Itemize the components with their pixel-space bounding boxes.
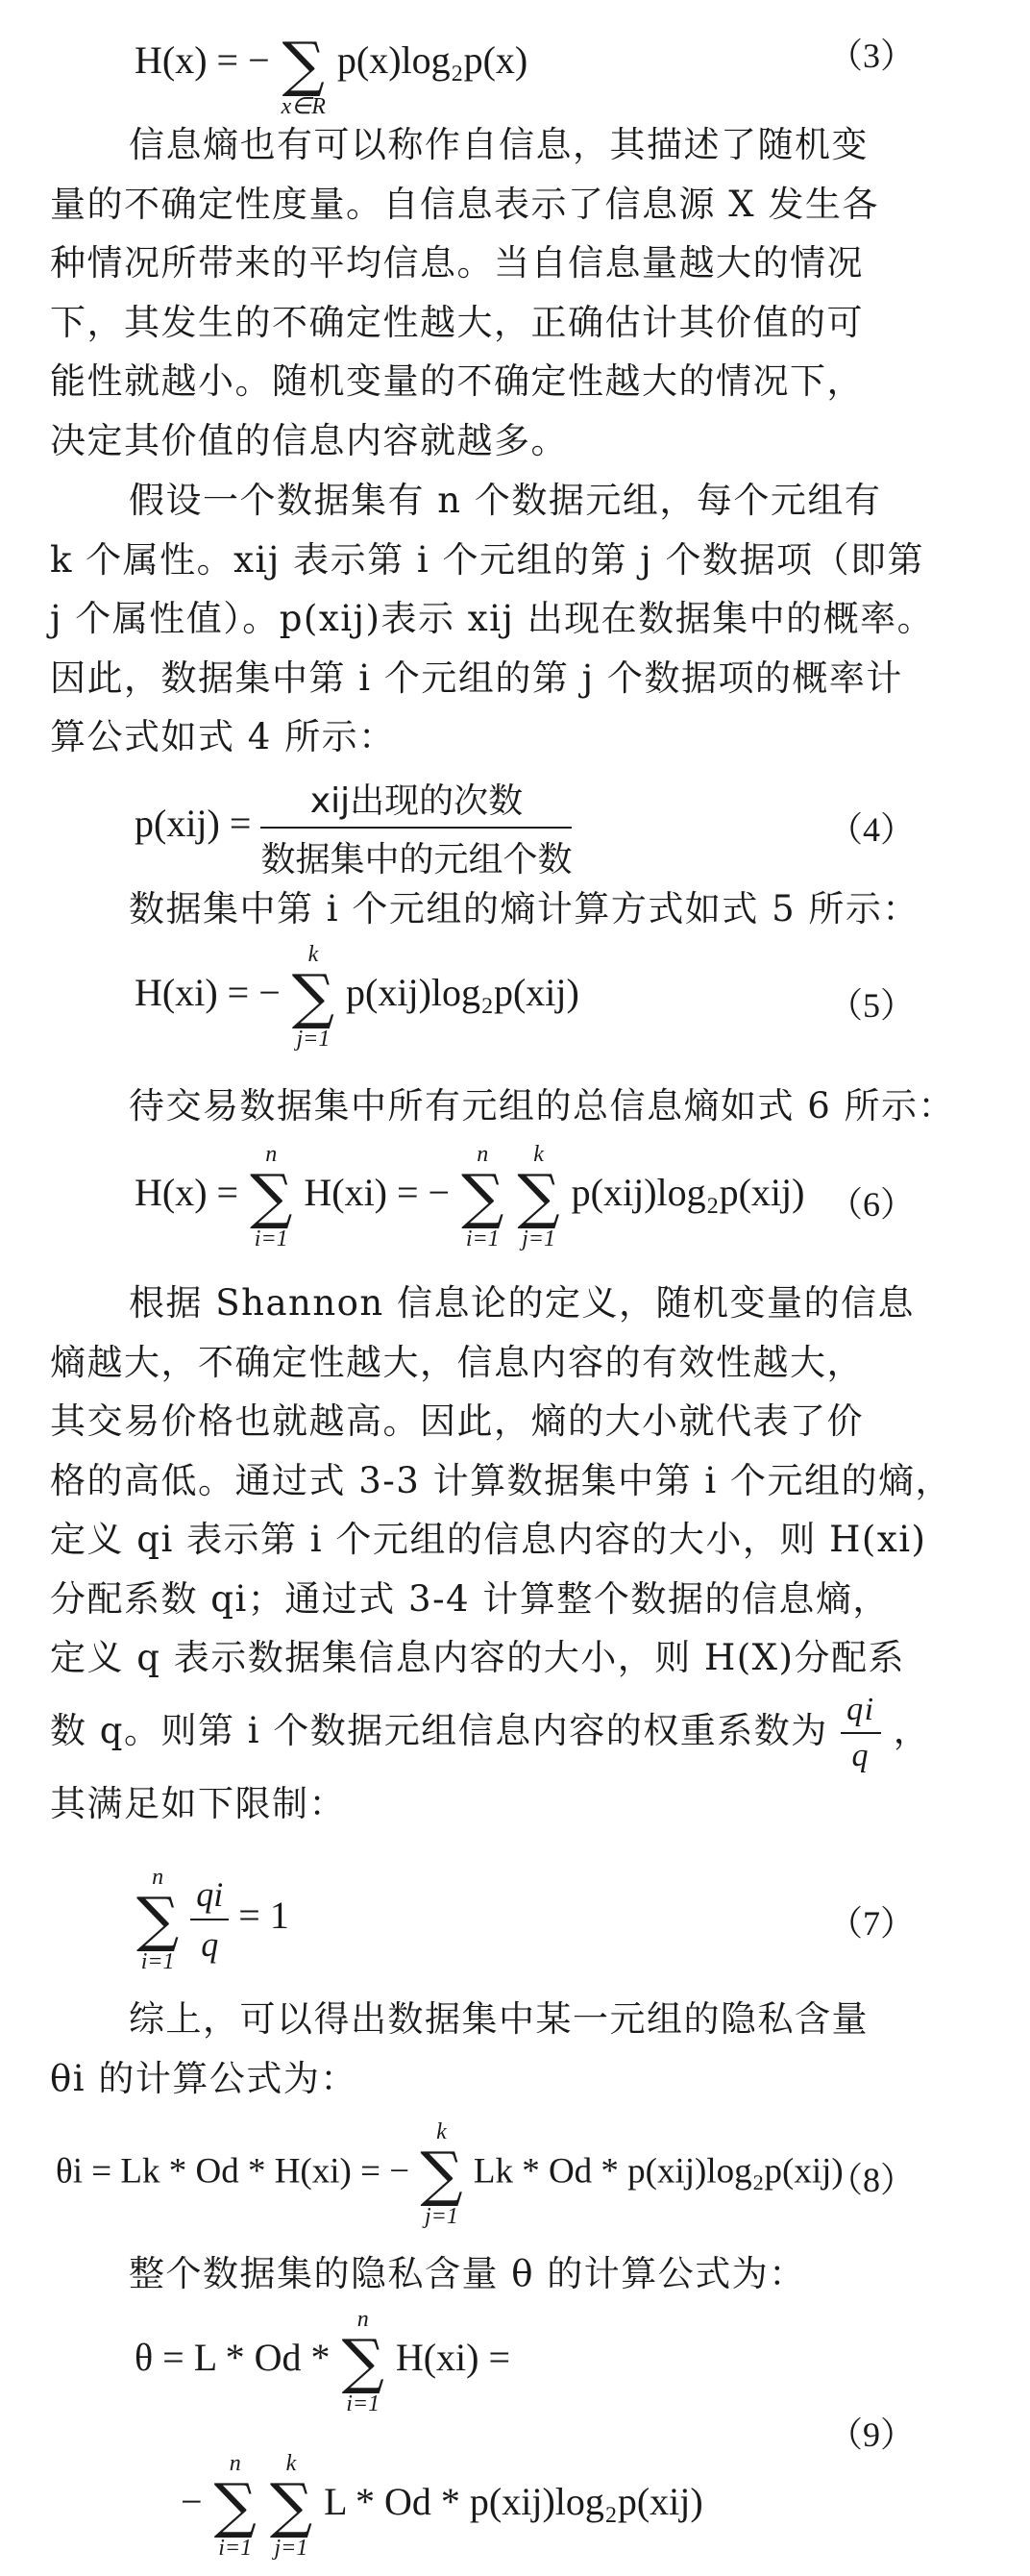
eq6-number: （6） — [827, 1185, 915, 1224]
eq9-sum: n ∑ i=1 — [341, 2307, 384, 2416]
eq9-sum-3: k ∑ j=1 — [269, 2451, 313, 2561]
text-line: j 个属性值）。p(xij)表示 xij 出现在数据集中的概率。 — [50, 598, 935, 639]
text-line: 定义 q 表示数据集信息内容的大小，则 H(X)分配系 — [50, 1637, 905, 1678]
text-line: 整个数据集的隐私含量 θ 的计算公式为： — [129, 2253, 806, 2294]
eq4-fraction — [260, 774, 572, 881]
eq4-denominator: 数据集中的元组个数 — [260, 840, 573, 879]
eq6-lhs: H(x) = — [135, 1171, 239, 1215]
text-line: 数 q。则第 i 个数据元组信息内容的权重系数为 $\frac{qi}{q}$ ， — [50, 1692, 931, 1773]
eq7-rhs: = 1 — [238, 1894, 289, 1938]
eq9-rhs2: L * Od * p(xij)log₂p(xij) — [324, 2480, 703, 2524]
text-line: 其满足如下限制： — [50, 1782, 346, 1824]
equation-4 — [135, 774, 572, 881]
equation-5 — [135, 942, 579, 1052]
equation-9-line-1 — [135, 2307, 510, 2416]
equation-6 — [135, 1142, 804, 1251]
eq3-lhs: H(x) = − — [135, 38, 270, 83]
text-line: 其交易价格也就越高。因此，熵的大小就代表了价 — [50, 1400, 864, 1442]
eq8-lhs: θi = Lk * Od * H(xi) = − — [56, 2151, 410, 2192]
eq7-sum: n ∑ i=1 — [136, 1865, 180, 1974]
eq5-lhs: H(xi) = − — [135, 971, 281, 1015]
eq4-number: （4） — [827, 810, 915, 849]
eq9-sum-2: n ∑ i=1 — [213, 2451, 257, 2561]
eq5-sum: k ∑ j=1 — [291, 942, 335, 1052]
text-line: k 个属性。xij 表示第 i 个元组的第 j 个数据项（即第 — [50, 538, 924, 581]
eq8-rhs: Lk * Od * p(xij)log₂p(xij) — [473, 2151, 844, 2192]
equation-3 — [135, 10, 527, 119]
paragraph-3 — [50, 1274, 1011, 1833]
eq4-lhs: p(xij) = — [135, 802, 252, 846]
text-line: 算公式如式 4 所示： — [50, 716, 396, 757]
text-line: 根据 Shannon 信息论的定义，随机变量的信息 — [129, 1282, 916, 1324]
eq9-number: （9） — [827, 2415, 915, 2454]
eq9-intro — [50, 2244, 1011, 2304]
equation-8 — [56, 2119, 844, 2229]
paragraph-2 — [50, 471, 1011, 767]
paragraph-1 — [50, 115, 1011, 470]
eq9-lhs: θ = L * Od * — [135, 2336, 331, 2380]
eq3-number: （3） — [827, 37, 915, 75]
text-line: 分配系数 qi；通过式 3-4 计算整个数据的信息熵， — [50, 1577, 890, 1620]
eq8-number: （8） — [827, 2161, 915, 2199]
eq9-minus: − — [181, 2480, 203, 2524]
text-line: 种情况所带来的平均信息。当自信息量越大的情况 — [50, 242, 864, 284]
weight-fraction: $\frac{qi}{q}$ — [841, 1692, 880, 1774]
eq6-intro — [50, 1077, 1011, 1136]
text-line: 量的不确定性度量。自信息表示了信息源 X 发生各 — [50, 183, 879, 225]
eq7-number: （7） — [827, 1904, 915, 1943]
eq5-number: （5） — [827, 986, 915, 1025]
equation-7 — [135, 1865, 289, 1974]
text-line: 下，其发生的不确定性越大，正确估计其价值的可 — [50, 301, 864, 343]
eq6-sum-2: n ∑ i=1 — [461, 1142, 504, 1251]
equation-9-line-2 — [181, 2451, 703, 2561]
text-line: 假设一个数据集有 n 个数据元组，每个元组有 — [129, 480, 882, 521]
eq4-numerator: xij出现的次数 — [260, 774, 572, 829]
text-line: 熵越大，不确定性越大，信息内容的有效性越大， — [50, 1341, 864, 1383]
text-line: 数据集中第 i 个元组的熵计算方式如式 5 所示： — [129, 888, 920, 929]
eq7-fraction: $\frac{qi}{q}$ — [190, 1874, 229, 1965]
eq5-sum-bottom: j=1 — [296, 1027, 331, 1052]
eq8-sum: k ∑ j=1 — [420, 2119, 463, 2229]
eq6-sum-3: k ∑ j=1 — [517, 1142, 560, 1251]
eq5-sum-top: k — [307, 942, 319, 967]
eq9-rhs1: H(xi) = — [395, 2336, 511, 2380]
text-line: 信息熵也有可以称作自信息，其描述了随机变 — [129, 124, 869, 165]
eq3-rhs: p(x)log₂p(x) — [336, 38, 528, 83]
eq6-sum-1: n ∑ i=1 — [250, 1142, 293, 1251]
text-line: 能性就越小。随机变量的不确定性越大的情况下， — [50, 360, 864, 402]
eq5-rhs: p(xij)log₂p(xij) — [346, 971, 579, 1015]
text-line: 格的高低。通过式 3-3 计算数据集中第 i 个元组的熵， — [50, 1459, 952, 1501]
eq5-intro — [50, 879, 1011, 939]
text-line: 定义 qi 表示第 i 个元组的信息内容的大小，则 H(xi) — [50, 1519, 927, 1560]
text-line: 因此，数据集中第 i 个元组的第 j 个数据项的概率计 — [50, 656, 903, 699]
eq3-sum: ∑ x∈R — [281, 29, 326, 119]
paragraph-4 — [50, 1990, 1011, 2108]
eq6-rhs: p(xij)log₂p(xij) — [571, 1171, 805, 1215]
text-line: 待交易数据集中所有元组的总信息熵如式 6 所示： — [129, 1085, 956, 1127]
text-line: 决定其价值的信息内容就越多。 — [50, 419, 568, 461]
text-line: 综上，可以得出数据集中某一元组的隐私含量 — [129, 1998, 869, 2040]
eq6-mid: H(xi) = − — [304, 1171, 451, 1215]
eq3-sum-bottom: x∈R — [281, 94, 326, 119]
text-line: θi 的计算公式为： — [50, 2057, 357, 2099]
